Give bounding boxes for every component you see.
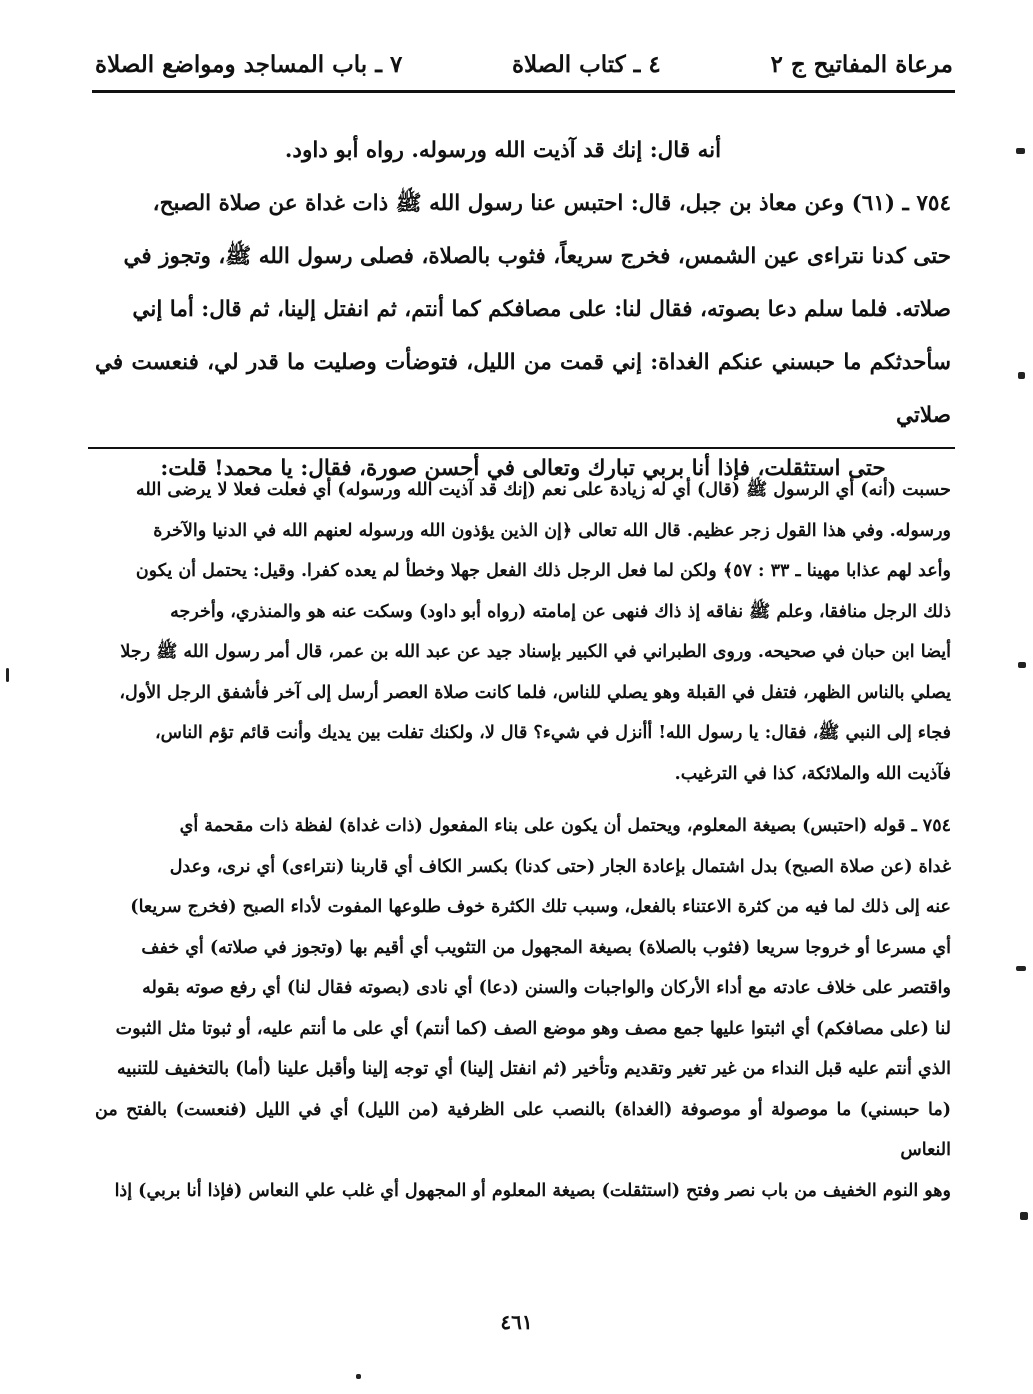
hadith-line: حتى كدنا نتراءى عين الشمس، فخرج سريعاً، فثوب بالصلاة، فصلى رسول الله ﷺ، وتجوز في (123, 244, 951, 269)
commentary-line: ذلك الرجل منافقا، وعلم ﷺ نفاقه إذ ذاك فنهى عن إمامته (رواه أبو داود) وسكت عنه هو والمنذري، وأخرجه (170, 601, 951, 622)
hadith-line: أنه قال: إنك قد آذيت الله ورسوله. رواه أبو داود. (284, 138, 722, 163)
commentary-line: فآذيت الله والملائكة، كذا في الترغيب. (674, 763, 951, 784)
hadith-line: سأحدثكم ما حبسني عنكم الغداة: إني قمت من الليل، فتوضأت وصليت ما قدر لي، فنعست في صلاتي (95, 350, 951, 428)
scan-mark (6, 668, 9, 682)
footnote-separator (88, 447, 955, 449)
scan-mark (1016, 148, 1025, 154)
scan-mark (1018, 372, 1025, 379)
running-header (95, 40, 953, 88)
scan-mark (356, 1374, 361, 1379)
header-book-title: مرعاة المفاتيح ج ٢ (770, 50, 953, 78)
commentary-line: الذي أنتم عليه قبل النداء من غير تغير وتقديم وتأخير (ثم انفتل إلينا) أي توجه إلينا وأقبل علينا (أما) بالتخفيف للتنبيه (117, 1059, 951, 1079)
header-section: ٤ ـ كتاب الصلاة (511, 50, 661, 78)
commentary-text (95, 470, 951, 1211)
commentary-line: وأعد لهم عذابا مهينا ـ ٣٣ : ٥٧﴾ ولكن لما فعل الرجل ذلك الفعل جهلا وخطأ لم يعده كفرا. وقيل: يحتمل أن يكون (135, 561, 951, 581)
scan-mark (1020, 1212, 1028, 1220)
header-chapter: ٧ ـ باب المساجد ومواضع الصلاة (95, 50, 403, 78)
scan-mark (1016, 966, 1026, 971)
commentary-line: غداة (عن صلاة الصبح) بدل اشتمال بإعادة الجار (حتى كدنا) بكسر الكاف أي قاربنا (نتراءى) أي نرى، وعدل (169, 856, 951, 877)
commentary-line: واقتصر على خلاف عادته مع أداء الأركان والواجبات والسنن (دعا) أي نادى (بصوته فقال لنا) أي رفع صوته بقوله (142, 978, 951, 998)
commentary-line: لنا (على مصافكم) أي اثبتوا عليها جمع مصف وهو موضع الصف (كما أنتم) أي على ما أنتم عليه، أو ثبوتا مثل الثبوت (115, 1018, 951, 1039)
commentary-line: حسبت (أنه) أي الرسول ﷺ (قال) أي له زيادة على نعم (إنك قد آذيت الله ورسوله) أي فعلت فعلا لا يرضى الله (135, 480, 951, 500)
commentary-line: وهو النوم الخفيف من باب نصر وفتح (استثقلت) بصيغة المعلوم أو المجهول أي غلب علي النعاس (فإذا أنا بربي) إذا (114, 1180, 951, 1201)
hadith-text (95, 124, 951, 495)
hadith-line: صلاته. فلما سلم دعا بصوته، فقال لنا: على مصافكم كما أنتم، ثم انفتل إلينا، ثم قال: أما إني (132, 297, 951, 322)
commentary-line: عنه إلى ذلك لما فيه من كثرة الاعتناء بالفعل، وسبب تلك الكثرة خوف طلوعها المفوت لأداء الصبح (فخرج سريعا) (130, 897, 951, 917)
commentary-line: أي مسرعا أو خروجا سريعا (فثوب بالصلاة) بصيغة المجهول من التثويب أي أقيم بها (وتجوز في صلاته) أي خفف (141, 937, 951, 958)
hadith-line: ٧٥٤ ـ (٦١) وعن معاذ بن جبل، قال: احتبس عنا رسول الله ﷺ ذات غداة عن صلاة الصبح، (152, 191, 951, 216)
commentary-line: ورسوله. وفي هذا القول زجر عظيم. قال الله تعالى ﴿إن الذين يؤذون الله ورسوله لعنهم الله في الدنيا والآخرة (153, 520, 951, 541)
commentary-line: فجاء إلى النبي ﷺ، فقال: يا رسول الله! أأنزل في شيء؟ قال لا، ولكنك تفلت بين يديك وأنت قائم تؤم الناس، (154, 723, 951, 743)
commentary-line: ٧٥٤ ـ قوله (احتبس) بصيغة المعلوم، ويحتمل أن يكون على بناء المفعول (ذات غداة) لفظة ذات مقحمة أي (179, 816, 951, 836)
header-rule (92, 90, 955, 93)
hadith-line: حتى استثقلت، فإذا أنا بربي تبارك وتعالى في أحسن صورة، فقال: يا محمد! قلت: (160, 456, 886, 481)
page-number: ٤٦١ (500, 1310, 533, 1334)
commentary-line: يصلي بالناس الظهر، فتفل في القبلة وهو يصلي للناس، فلما كانت صلاة العصر أرسل إلى آخر فأشفق الرجل الأول، (119, 682, 951, 703)
scan-mark (1018, 662, 1026, 668)
commentary-line: أيضا ابن حبان في صحيحه. وروى الطبراني في الكبير بإسناد جيد عن عبد الله بن عمر، قال أمر رسول الله ﷺ رجلا (120, 642, 951, 662)
commentary-line: (ما حبسني) ما موصولة أو موصوفة (الغداة) بالنصب على الظرفية (من الليل) أي في الليل (فنعست) بالفتح من النعاس (95, 1099, 951, 1160)
